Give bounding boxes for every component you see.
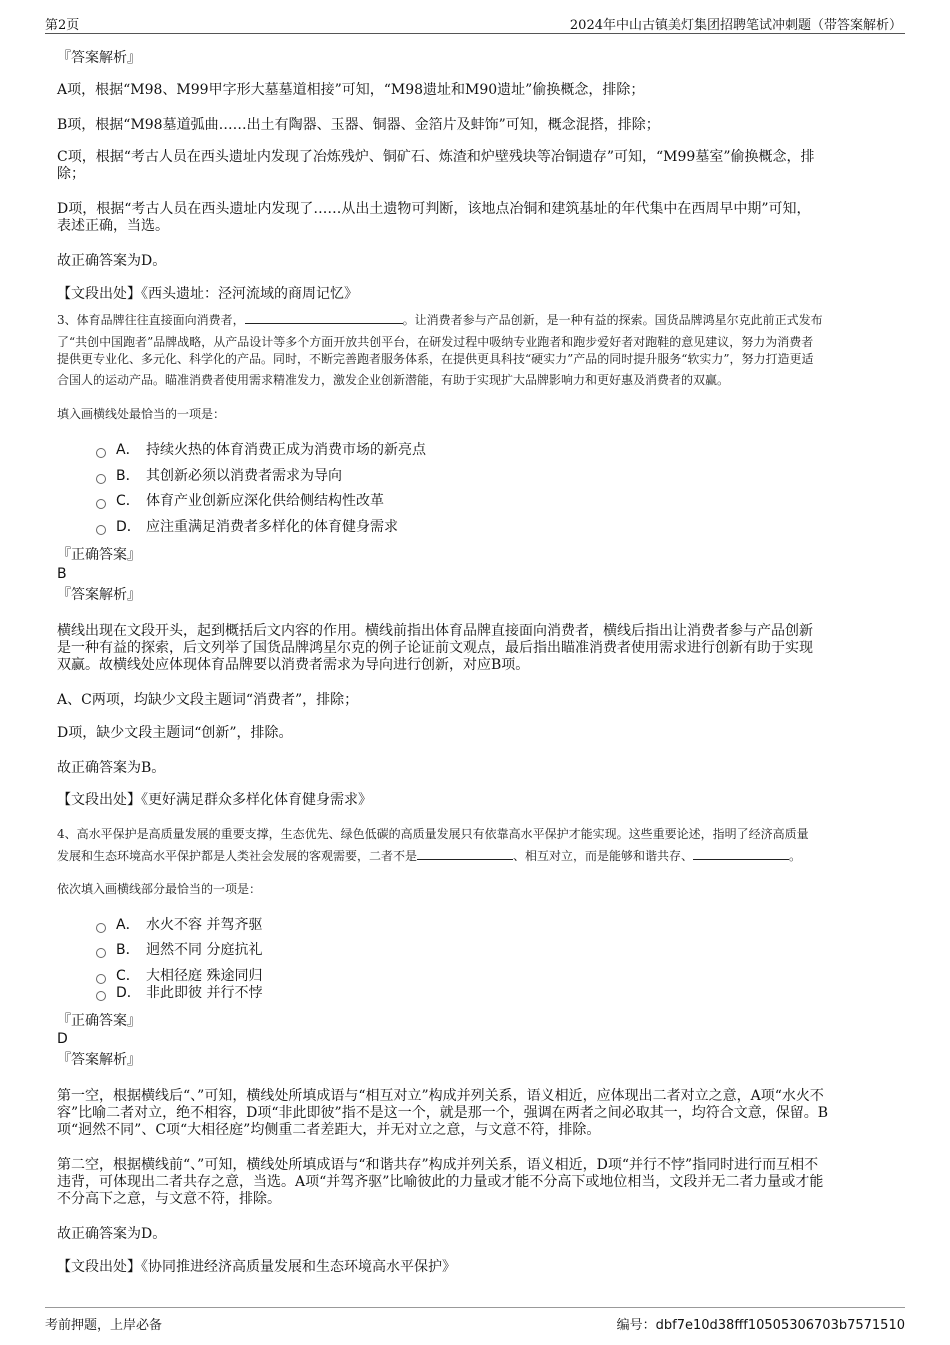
q3-source: 【文段出处】《更好满足群众多样化体育健身需求》 [57,792,372,808]
q4-explanation-p2-line1: 第二空，根据横线前“、”可知，横线处所填成语与“和谐共存”构成并列关系，语义相近，D项“并行不悖”指同时进行而互相不 [57,1157,819,1173]
radio-icon[interactable] [96,525,106,535]
analysis-label: 『答案解析』 [57,50,141,66]
q2-analysis-b: B项，根据“M98墓道弧曲……出土有陶器、玉器、铜器、金箔片及蚌饰”可知，概念混搭，排除； [57,117,660,133]
q4-explanation-p1-line1: 第一空，根据横线后“、”可知，横线处所填成语与“相互对立”构成并列关系，语义相近，应体现出二者对立之意，A项“水火不 [57,1088,824,1104]
footer-slogan: 考前押题，上岸必备 [45,1318,163,1333]
q4-explanation-p1-line3: 项“迥然不同”、C项“大相径庭”均侧重二者差距大，并无对立之意，与文意不符，排除。 [57,1122,601,1138]
analysis-label: 『答案解析』 [57,587,141,603]
q3-stem-line3: 提供更专业化、多元化、科学化的产品。同时，不断完善跑者服务体系，在提供更具科技“硬实力”产品的同时提升服务“软实力”，努力打造更适 [57,352,814,366]
q3-analysis-d: D项，缺少文段主题词“创新”，排除。 [57,725,293,741]
q2-analysis-d-line2: 表述正确，当选。 [57,218,169,234]
q4-option-a[interactable]: A． 水火不容 并驾齐驱 [96,917,262,934]
q4-stem-line1: 4、高水平保护是高质量发展的重要支撑，生态优先、绿色低碳的高质量发展只有依靠高水平保护才能实现。这些重要论述，指明了经济高质量 [57,827,809,841]
q4-option-b[interactable]: B． 迥然不同 分庭抗礼 [96,942,262,959]
q3-stem-line4: 合国人的运动产品。瞄准消费者使用需求精准发力，激发企业创新潜能，有助于实现扩大品牌影响力和更好惠及消费者的双赢。 [57,373,730,387]
q4-explanation-p2-line3: 不分高下之意，与文意不符，排除。 [57,1191,281,1207]
q3-explanation-line2: 是一种有益的探索，后文列举了国货品牌鸿星尔克的例子论证前文观点，最后指出瞄准消费者使用需求进行创新有助于实现 [57,640,813,656]
q3-option-c[interactable]: C． 体育产业创新应深化供给侧结构性改革 [96,493,384,510]
q4-explanation-p1-line2: 容”比喻二者对立，绝不相容，D项“非此即彼”指不是这一个，就是那一个，强调在两者之间必取其一，均符合文意，保留。B [57,1105,828,1121]
q4-blank-1 [417,845,513,860]
q4-option-d[interactable]: D． 非此即彼 并行不悖 [96,985,262,1002]
correct-answer-label: 『正确答案』 [57,1013,141,1029]
q3-explanation-line1: 横线出现在文段开头，起到概括后文内容的作用。横线前指出体育品牌直接面向消费者，横线后指出让消费者参与产品创新 [57,623,813,639]
q2-conclusion: 故正确答案为D。 [57,253,167,269]
correct-answer-label: 『正确答案』 [57,547,141,563]
q4-prompt: 依次填入画横线部分最恰当的一项是： [57,882,262,896]
q2-analysis-c-line1: C项，根据“考古人员在西头遗址内发现了冶炼残炉、铜矿石、炼渣和炉壁残块等冶铜遗存”可知，“M99墓室”偷换概念，排 [57,149,815,165]
q3-prompt: 填入画横线处最恰当的一项是： [57,407,226,421]
radio-icon[interactable] [96,948,106,958]
header-divider [45,33,905,34]
q2-analysis-c-line2: 除； [57,166,85,182]
q4-source: 【文段出处】《协同推进经济高质量发展和生态环境高水平保护》 [57,1259,456,1275]
radio-icon[interactable] [96,923,106,933]
q4-blank-2 [693,845,789,860]
q2-source: 【文段出处】《西头遗址：泾河流域的商周记忆》 [57,286,358,302]
footer-divider [45,1307,905,1308]
q3-explanation-line3: 双赢。故横线处应体现体育品牌要以消费者需求为导向进行创新，对应B项。 [57,657,530,673]
q3-stem-line2: 了“共创中国跑者”品牌战略，从产品设计等多个方面开放共创平台，在研发过程中吸纳专业跑者和跑步爱好者对跑鞋的意见建议，努力为消费者 [57,335,814,349]
q3-blank [245,309,403,324]
document-title: 2024年中山古镇美灯集团招聘笔试冲刺题（带答案解析） [569,18,902,33]
radio-icon[interactable] [96,474,106,484]
q3-option-a[interactable]: A． 持续火热的体育消费正成为消费市场的新亮点 [96,442,426,459]
q4-explanation-p2-line2: 违背，可体现出二者共存之意，当选。A项“并驾齐驱”比喻彼此的力量或才能不分高下或地位相当，文段并无二者力量或才能 [57,1174,824,1190]
q2-analysis-d-line1: D项，根据“考古人员在西头遗址内发现了……从出土遗物可判断，该地点冶铜和建筑基址的年代集中在西周早中期”可知， [57,201,811,217]
q3-stem-line1: 3、体育品牌往往直接面向消费者， 。让消费者参与产品创新，是一种有益的探索。国货品牌鸿星尔克此前正式发布 [57,309,897,331]
document-id: 编号：dbf7e10d38fff10505306703b7571510 [616,1318,905,1333]
radio-icon[interactable] [96,499,106,509]
analysis-label: 『答案解析』 [57,1052,141,1068]
q3-answer: B [57,566,67,582]
q2-analysis-a: A项，根据“M98、M99甲字形大墓墓道相接”可知，“M98遗址和M90遗址”偷换概念，排除； [57,82,645,98]
q3-analysis-ac: A、C两项，均缺少文段主题词“消费者”，排除； [57,692,359,708]
radio-icon[interactable] [96,991,106,1001]
q3-option-b[interactable]: B． 其创新必须以消费者需求为导向 [96,468,342,485]
page-number: 第2页 [45,18,80,33]
radio-icon[interactable] [96,974,106,984]
radio-icon[interactable] [96,448,106,458]
q4-option-c[interactable]: C． 大相径庭 殊途同归 [96,968,262,985]
q4-answer: D [57,1031,68,1047]
q3-option-d[interactable]: D． 应注重满足消费者多样化的体育健身需求 [96,519,398,536]
q4-conclusion: 故正确答案为D。 [57,1226,167,1242]
q3-conclusion: 故正确答案为B。 [57,760,166,776]
q4-stem-line2: 发展和生态环境高水平保护都是人类社会发展的客观需要，二者不是 、相互对立，而是能够和谐共存、 。 [57,845,897,867]
